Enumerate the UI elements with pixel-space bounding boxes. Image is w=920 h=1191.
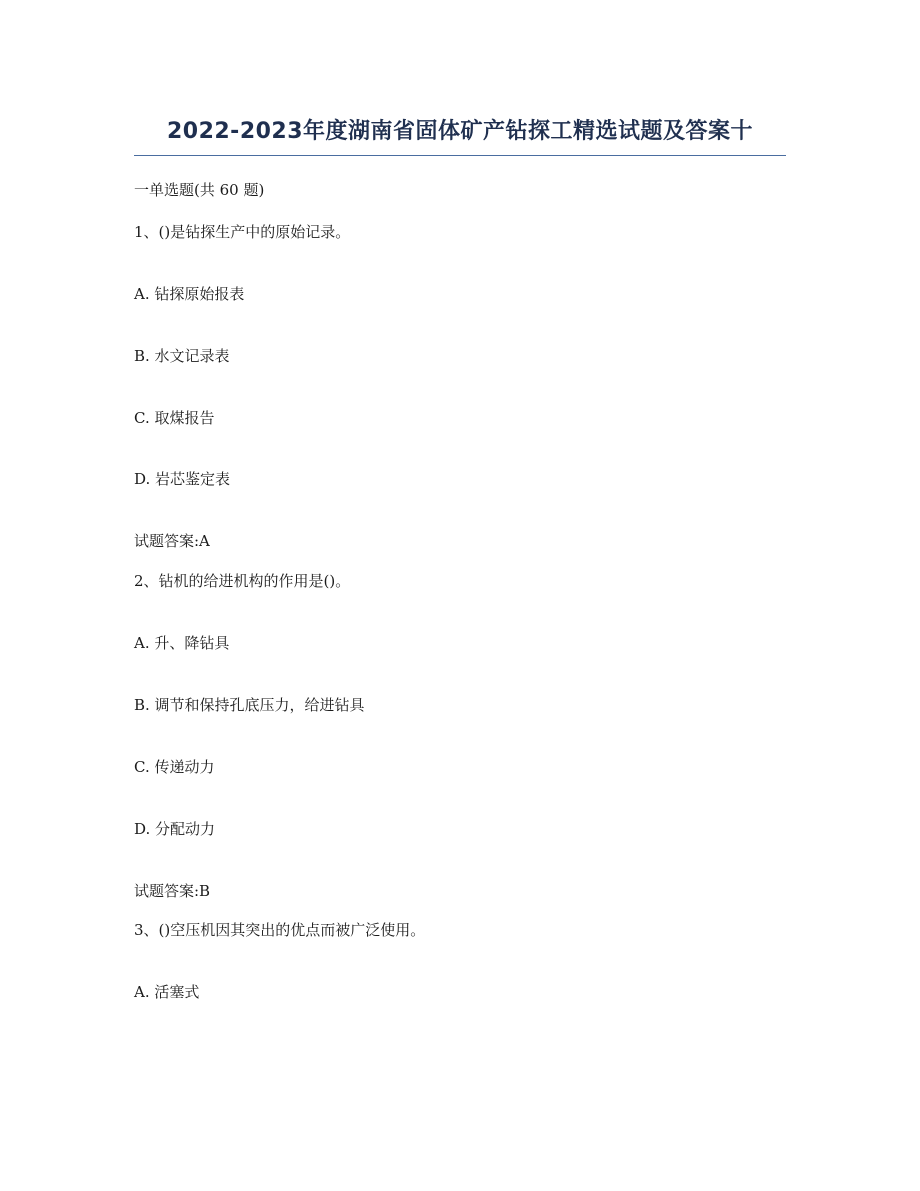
section-heading: 一单选题(共 60 题) bbox=[134, 181, 265, 199]
question-2-option-b: B. 调节和保持孔底压力，给进钻具 bbox=[134, 696, 365, 714]
question-2-option-a: A. 升、降钻具 bbox=[134, 634, 230, 652]
question-1-stem: 1、()是钻探生产中的原始记录。 bbox=[134, 223, 351, 241]
question-1-option-a: A. 钻探原始报表 bbox=[134, 285, 245, 303]
document-title: 2022-2023年度湖南省固体矿产钻探工精选试题及答案十 bbox=[166, 119, 754, 144]
question-3-option-a: A. 活塞式 bbox=[134, 983, 200, 1001]
question-2-option-d: D. 分配动力 bbox=[134, 820, 216, 838]
question-1-option-c: C. 取煤报告 bbox=[134, 409, 215, 427]
question-2-stem: 2、钻机的给进机构的作用是()。 bbox=[134, 572, 351, 590]
question-1-answer: 试题答案:A bbox=[134, 532, 210, 550]
question-1-option-b: B. 水文记录表 bbox=[134, 347, 230, 365]
question-3-stem: 3、()空压机因其突出的优点而被广泛使用。 bbox=[134, 921, 426, 939]
title-underline bbox=[134, 155, 786, 156]
question-1-option-d: D. 岩芯鉴定表 bbox=[134, 470, 231, 488]
question-2-option-c: C. 传递动力 bbox=[134, 758, 215, 776]
question-2-answer: 试题答案:B bbox=[134, 882, 211, 900]
